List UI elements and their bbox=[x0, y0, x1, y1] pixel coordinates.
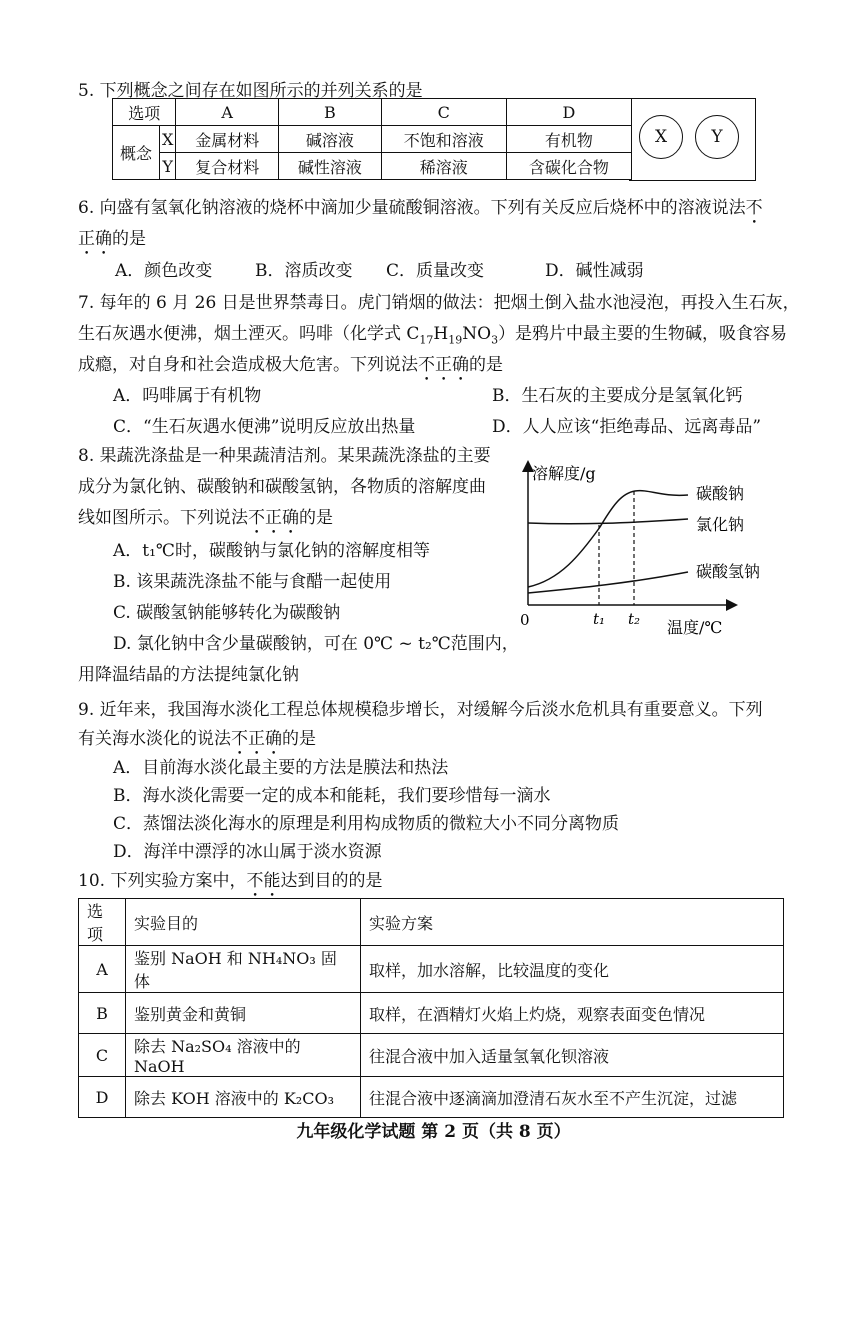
q5-y-label: Y bbox=[160, 153, 176, 180]
legend-sodium-chloride: 氯化钠 bbox=[696, 515, 745, 534]
x-axis-label: 温度/℃ bbox=[667, 618, 723, 637]
q7-line1: 7. 每年的 6 月 26 日是世界禁毒日。虎门销烟的做法：把烟土倒入盐水池浸泡，再投入生石灰， bbox=[78, 293, 800, 313]
q10-row-d-purpose: 除去 KOH 溶液中的 K₂CO₃ bbox=[126, 1077, 361, 1118]
q5-x-b: 碱溶液 bbox=[279, 126, 382, 153]
q6-stem-emphasis-correct: 正确 bbox=[78, 229, 112, 249]
q7-sub-c: 17 bbox=[419, 333, 434, 347]
circle-x: X bbox=[639, 115, 683, 159]
q8-line2: 成分为氯化钠、碳酸钠和碳酸氢钠，各物质的溶解度曲 bbox=[78, 477, 486, 497]
q9-line1: 9. 近年来，我国海水淡化工程总体规模稳步增长，对缓解今后淡水危机具有重要意义。下列 bbox=[78, 700, 763, 720]
tick-t1: t₁ bbox=[593, 610, 606, 628]
origin-label: 0 bbox=[520, 611, 530, 629]
q7-line2-d: ）是鸦片中最主要的生物碱，吸食容易 bbox=[498, 324, 788, 344]
q7-emphasis: 不正确 bbox=[418, 355, 469, 375]
q8-option-a: A．t₁℃时，碳酸钠与氯化钠的溶解度相等 bbox=[113, 541, 430, 561]
q10-stem-a: 10. 下列实验方案中， bbox=[78, 871, 247, 891]
page-footer: 九年级化学试题 第 2 页（共 8 页） bbox=[296, 1122, 571, 1142]
q5-header-b: B bbox=[279, 99, 382, 126]
q6-option-b: B．溶质改变 bbox=[255, 261, 353, 281]
q6-stem-d: 的是 bbox=[112, 229, 146, 249]
table-row bbox=[79, 1077, 784, 1118]
q10-row-c-option: C bbox=[79, 1034, 126, 1077]
q10-row-a-plan: 取样，加水溶解，比较温度的变化 bbox=[361, 946, 784, 993]
q5-x-a: 金属材料 bbox=[176, 126, 279, 153]
q8-line3-c: 的是 bbox=[299, 508, 333, 528]
q10-row-c-purpose: 除去 Na₂SO₄ 溶液中的 NaOH bbox=[126, 1034, 361, 1077]
q10-row-d-plan: 往混合液中逐滴滴加澄清石灰水至不产生沉淀，过滤 bbox=[361, 1077, 784, 1118]
q8-option-d-cont: 用降温结晶的方法提纯氯化钠 bbox=[78, 665, 299, 685]
table-row bbox=[79, 1034, 784, 1077]
q10-row-a-purpose: 鉴别 NaOH 和 NH₄NO₃ 固体 bbox=[126, 946, 361, 993]
q10-stem bbox=[78, 866, 382, 901]
q8-line3 bbox=[78, 503, 333, 538]
q9-option-b: B．海水淡化需要一定的成本和能耗，我们要珍惜每一滴水 bbox=[113, 786, 551, 806]
q5-y-b: 碱性溶液 bbox=[279, 153, 382, 180]
q5-header-c: C bbox=[381, 99, 506, 126]
q9-option-a: A．目前海水淡化最主要的方法是膜法和热法 bbox=[113, 758, 449, 778]
q7-line2-b: H bbox=[433, 324, 449, 344]
q10-row-c-plan: 往混合液中加入适量氢氧化钡溶液 bbox=[361, 1034, 784, 1077]
q7-line2 bbox=[78, 319, 787, 346]
series-sodium-bicarbonate bbox=[528, 572, 688, 593]
q6-stem-emphasis-not: 不 bbox=[745, 198, 763, 218]
q10-row-d-option: D bbox=[79, 1077, 126, 1118]
q9-emphasis: 不正确 bbox=[231, 729, 282, 749]
q7-option-d: D．人人应该“拒绝毒品、远离毒品” bbox=[492, 417, 762, 437]
q10-row-a-option: A bbox=[79, 946, 126, 993]
y-axis-label: 溶解度/g bbox=[532, 464, 596, 483]
q9-line2-a: 有关海水淡化的说法 bbox=[78, 729, 231, 749]
q8-option-d: D. 氯化钠中含少量碳酸钠，可在 0℃ ~ t₂℃范围内， bbox=[113, 634, 519, 654]
q5-diagram-box bbox=[629, 98, 756, 181]
series-sodium-chloride bbox=[528, 519, 688, 524]
table-row bbox=[79, 993, 784, 1034]
q10-header-purpose: 实验目的 bbox=[126, 899, 361, 946]
q8-line3-a: 线如图所示。下列说法 bbox=[78, 508, 248, 528]
q7-sub-o: 3 bbox=[491, 333, 499, 347]
q7-line2-c: NO bbox=[462, 324, 492, 344]
q7-line3 bbox=[78, 350, 503, 385]
legend-sodium-carbonate: 碳酸钠 bbox=[696, 484, 745, 503]
q10-row-b-plan: 取样，在酒精灯火焰上灼烧，观察表面变色情况 bbox=[361, 993, 784, 1034]
q10-row-b-purpose: 鉴别黄金和黄铜 bbox=[126, 993, 361, 1034]
q9-option-d: D．海洋中漂浮的冰山属于淡水资源 bbox=[113, 842, 382, 862]
series-sodium-carbonate bbox=[528, 491, 688, 587]
q7-option-b: B．生石灰的主要成分是氢氧化钙 bbox=[492, 386, 743, 406]
tick-t2: t₂ bbox=[628, 610, 641, 628]
q5-header-d: D bbox=[506, 99, 631, 126]
circle-y: Y bbox=[695, 115, 739, 159]
q6-option-d: D．碱性减弱 bbox=[545, 261, 644, 281]
q6-option-a: A．颜色改变 bbox=[115, 261, 213, 281]
q10-table bbox=[78, 898, 784, 1118]
q5-stem: 5. 下列概念之间存在如图所示的并列关系的是 bbox=[78, 81, 423, 101]
q5-x-label: X bbox=[160, 126, 176, 153]
legend-sodium-bicarbonate: 碳酸氢钠 bbox=[696, 562, 761, 581]
table-row bbox=[79, 946, 784, 993]
q8-option-c: C. 碳酸氢钠能够转化为碳酸钠 bbox=[113, 603, 341, 623]
q8-option-b: B. 该果蔬洗涤盐不能与食醋一起使用 bbox=[113, 572, 392, 592]
q10-header-plan: 实验方案 bbox=[361, 899, 784, 946]
q5-table bbox=[112, 98, 632, 180]
q6-option-c: C．质量改变 bbox=[386, 261, 485, 281]
q7-line3-a: 成瘾，对自身和社会造成极大危害。下列说法 bbox=[78, 355, 418, 375]
q7-option-a: A．吗啡属于有机物 bbox=[113, 386, 262, 406]
q5-header-a: A bbox=[176, 99, 279, 126]
q6-stem-a: 6. 向盛有氢氧化钠溶液的烧杯中滴加少量硫酸铜溶液。下列有关反应后烧杯中的溶液说法 bbox=[78, 198, 746, 218]
q5-y-d: 含碳化合物 bbox=[506, 153, 631, 180]
q9-option-c: C．蒸馏法淡化海水的原理是利用构成物质的微粒大小不同分离物质 bbox=[113, 814, 620, 834]
q5-x-c: 不饱和溶液 bbox=[381, 126, 506, 153]
q7-option-c: C．“生石灰遇水便沸”说明反应放出热量 bbox=[113, 417, 416, 437]
q7-line3-c: 的是 bbox=[469, 355, 503, 375]
solubility-chart bbox=[510, 455, 790, 645]
q10-header-option: 选项 bbox=[79, 899, 126, 946]
q7-line2-a: 生石灰遇水便沸，烟土湮灭。吗啡（化学式 C bbox=[78, 324, 420, 344]
q5-y-a: 复合材料 bbox=[176, 153, 279, 180]
q6-stem-line1 bbox=[78, 193, 763, 228]
q5-y-c: 稀溶液 bbox=[381, 153, 506, 180]
q8-line1: 8. 果蔬洗涤盐是一种果蔬清洁剂。某果蔬洗涤盐的主要 bbox=[78, 446, 491, 466]
q9-line2-c: 的是 bbox=[282, 729, 316, 749]
q5-header-option: 选项 bbox=[113, 99, 176, 126]
q10-emphasis: 不能 bbox=[246, 871, 281, 891]
q5-x-d: 有机物 bbox=[506, 126, 631, 153]
q10-stem-c: 达到目的的是 bbox=[280, 871, 383, 891]
q5-row-label: 概念 bbox=[113, 126, 160, 180]
q7-sub-h: 19 bbox=[448, 333, 463, 347]
q6-stem-line2 bbox=[78, 224, 146, 259]
q10-row-b-option: B bbox=[79, 993, 126, 1034]
q8-emphasis: 不正确 bbox=[248, 508, 299, 528]
